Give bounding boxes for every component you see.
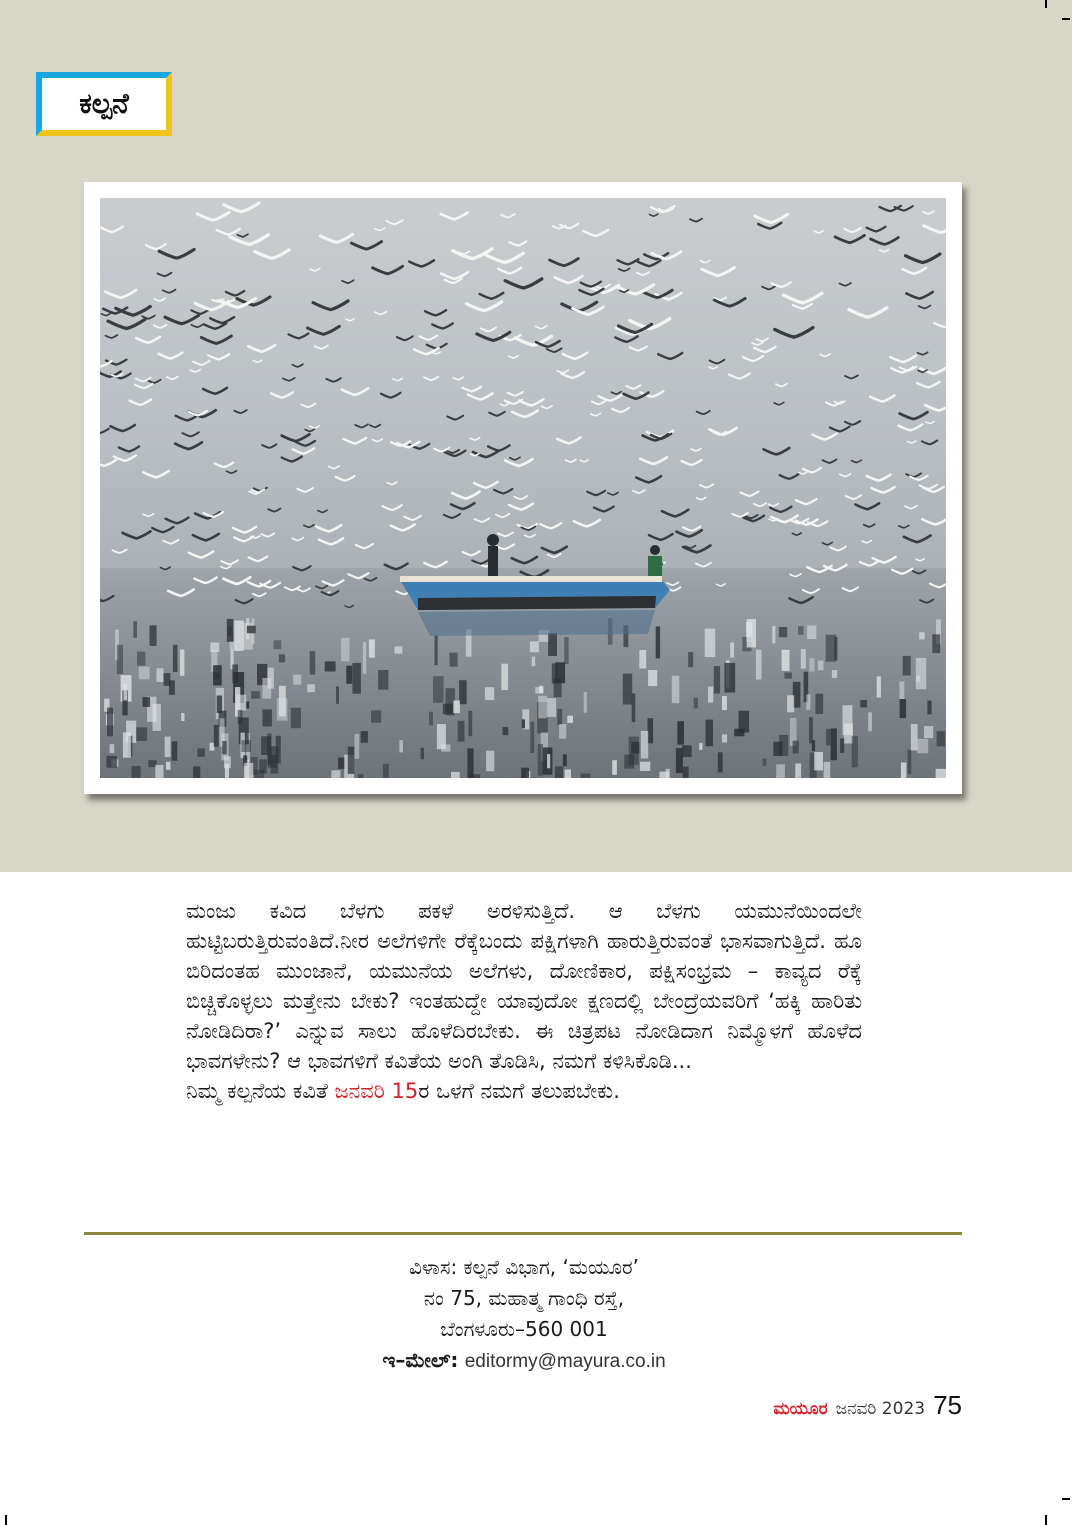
article-body [186,896,862,1106]
water-reflection [801,649,806,669]
water-reflection [225,764,229,778]
water-reflection [555,766,563,778]
water-reflection [809,658,814,671]
water-reflection [268,668,274,689]
water-reflection [429,712,433,726]
water-reflection [486,751,494,772]
water-reflection [672,676,680,704]
water-reflection [181,713,184,721]
crop-mark-bottom-right [1045,1515,1047,1525]
water-reflection [361,731,368,743]
water-reflection [641,731,648,759]
water-reflection [110,744,115,753]
water-reflection [236,695,246,711]
water-reflection [763,759,767,766]
water-reflection [307,684,315,692]
water-reflection [532,657,535,667]
water-reflection [228,627,232,636]
magazine-logo: ಮಯೂರ [773,1399,828,1419]
deadline-line [186,1076,862,1106]
water-reflection [779,735,788,756]
water-reflection [584,692,587,713]
water-reflection [916,658,926,689]
crop-mark-right-lower [1062,1498,1070,1500]
water-reflection [468,711,472,736]
water-reflection [899,681,904,699]
water-reflection [123,732,131,757]
water-reflection [241,740,251,752]
water-reflection [538,744,543,776]
water-reflection [522,719,525,728]
water-reflection [217,696,222,714]
water-reflection [244,763,253,778]
seagulls-boat-photo [100,198,946,778]
water-reflection [776,764,785,778]
water-reflection [383,764,389,778]
water-reflection [133,621,137,638]
water-reflection [371,710,381,722]
water-reflection [378,670,388,690]
water-reflection [399,740,403,752]
water-reflection [632,694,636,723]
water-reflection [433,676,444,703]
water-reflection [787,695,794,712]
water-reflection [341,638,349,662]
water-reflection [548,633,557,656]
water-reflection [169,680,175,695]
water-reflection [172,741,178,761]
water-reflection [450,653,458,667]
water-reflection [564,637,568,664]
water-reflection [818,661,824,671]
water-reflection [831,728,837,760]
water-reflection [666,769,670,778]
water-reflection [435,636,438,666]
water-reflection [798,626,803,635]
water-reflection [214,725,219,747]
water-reflection [173,645,178,672]
water-reflection [772,626,775,643]
water-reflection [708,687,713,703]
water-reflection [924,726,933,738]
water-reflection [157,668,164,682]
water-reflection [547,754,550,768]
address-block [186,1252,862,1377]
water-reflection [730,643,734,658]
water-reflection [699,743,702,750]
water-reflection [917,739,928,753]
water-reflection [336,687,339,704]
water-reflection [234,621,243,651]
water-reflection [521,768,529,778]
water-reflection [623,674,632,705]
water-reflection [722,734,727,742]
crop-mark-right-upper [1062,18,1070,20]
water-reflection [369,639,375,657]
water-reflection [530,641,539,652]
water-reflection [612,760,617,775]
water-reflection [565,770,571,779]
water-reflection [739,711,750,733]
crop-mark-bottom-left [5,1515,7,1525]
water-reflection [682,745,692,757]
email-line [186,1345,862,1377]
water-reflection [936,769,946,778]
water-reflection [276,736,281,764]
water-reflection [539,686,543,693]
water-reflection [259,759,267,773]
water-reflection [656,627,660,659]
water-reflection [747,619,756,648]
water-reflection [395,646,403,653]
water-reflection [310,651,316,674]
water-reflection [467,748,473,778]
water-reflection [826,729,830,746]
water-reflection [251,691,260,699]
water-reflection [503,727,509,735]
water-reflection [210,743,215,751]
water-reflection [677,721,684,744]
water-reflection [274,640,282,649]
water-reflection [155,765,163,778]
water-reflection [437,724,446,749]
section-divider [84,1232,962,1235]
water-reflection [559,724,566,739]
water-reflection [718,752,723,772]
water-reflection [355,734,360,759]
water-reflection [877,676,881,697]
water-reflection [832,670,837,678]
water-reflection [824,762,831,778]
water-reflection [815,694,823,714]
water-reflection [193,766,200,778]
water-reflection [555,662,565,683]
water-reflection [279,654,285,662]
water-reflection [459,680,467,704]
water-reflection [843,705,853,735]
water-reflection [325,661,336,671]
water-reflection [722,696,727,710]
water-reflection [279,686,286,717]
water-reflection [860,700,867,708]
address-line-3: ಬೆಂಗಳೂರು–560 001 [440,1317,608,1341]
water-reflection [538,696,547,719]
water-reflection [358,774,364,778]
water-reflection [352,663,361,694]
water-reflection [557,709,562,725]
photo-frame [84,182,962,794]
water-reflection [150,625,157,646]
water-reflection [868,712,872,731]
water-reflection [547,698,556,717]
water-reflection [756,650,762,680]
water-reflection [784,673,792,679]
water-reflection [806,694,810,709]
water-reflection [937,731,946,746]
water-reflection [346,666,352,684]
water-reflection [501,664,508,690]
water-reflection [143,697,151,707]
water-reflection [629,737,639,765]
water-reflection [166,762,171,770]
water-reflection [809,717,813,743]
water-reflection [139,667,150,680]
water-reflection [826,635,837,662]
water-reflection [916,676,920,683]
water-reflection [724,663,735,693]
water-reflection [197,748,204,756]
water-reflection [706,720,714,747]
water-reflection [180,650,184,676]
water-reflection [214,673,220,680]
water-reflection [124,684,128,700]
water-reflection [648,670,657,686]
water-reflection [840,738,844,753]
issue-date: ಜನವರಿ 2023 [835,1399,926,1419]
water-reflection [852,736,858,767]
water-reflection [293,675,301,685]
water-reflection [107,708,113,737]
water-reflection [639,650,646,669]
water-reflection [363,642,366,674]
water-reflection [246,702,249,709]
water-reflection [230,642,236,650]
water-reflection [640,762,650,771]
water-reflection [137,652,145,666]
water-reflection [795,764,801,779]
email-label: ಇ–ಮೇಲ್: [382,1348,459,1372]
page-footer [773,1390,962,1421]
water-reflection [694,698,698,709]
water-reflection [153,704,161,731]
water-reflection [136,727,147,741]
article-paragraph: ಮಂಜು ಕವಿದ ಬೆಳಗು ಪಕಳೆ ಅರಳಿಸುತ್ತಿದೆ. ಆ ಬೆಳಗು ಯಮುನೆಯಿಂದಲೇ ಹುಟ್ಟಿಬರುತ್ತಿರುವಂತಿದೆ.ನೀರ ಅಲೆಗಳಿಗೇ ರೆಕ್ಕೆಬಂದು ಪಕ್ಷಿಗಳಾಗಿ ಹಾರುತ್ತಿರುವಂತೆ ಭಾಸವಾಗುತ್ತಿದೆ. ಹೂ ಬಿರಿದಂತಹ ಮುಂಜಾನೆ, ಯಮುನೆಯ ಅಲೆಗಳು, ದೋಣಿಕಾರ, ಪಕ್ಷಿಸಂಭ್ರಮ – ಕಾವ್ಯದ ರೆಕ್ಕೆ ಬಿಚ್ಚಿಕೊಳ್ಳಲು ಮತ್ತೇನು ಬೇಕು? ಇಂತಹುದ್ದೇ ಯಾವುದೋ ಕ್ಷಣದಲ್ಲಿ ಬೇಂದ್ರೆಯವರಿಗೆ ‘ಹಕ್ಕಿ ಹಾರಿತು ನೋಡಿದಿರಾ?’ ಎನ್ನುವ ಸಾಲು ಹೊಳೆದಿರಬೇಕು. ಈ ಚಿತ್ರಪಟ ನೋಡಿದಾಗ ನಿಮ್ಮೊಳಗೆ ಹೊಳೆದ ಭಾವಗಳೇನು? ಆ ಭಾವಗಳಿಗೆ ಕವಿತೆಯ ಅಂಗಿ ತೊಡಿಸಿ, ನಮಗೆ ಕಳಿಸಿಕೊಡಿ... [186,899,862,1073]
water-reflection [688,652,693,667]
water-reflection [451,772,460,778]
deadline-date: ಜನವರಿ 15 [334,1079,419,1103]
water-reflection [705,629,716,658]
water-reflection [581,774,591,779]
page-number: 75 [933,1390,962,1420]
deadline-suffix: ರ ಒಳಗೆ ನಮಗೆ ತಲುಪಬೇಕು. [418,1079,620,1103]
water-reflection [247,626,256,634]
water-reflection [782,650,790,671]
water-reflection [453,701,460,714]
water-reflection [812,740,815,751]
section-title: ಕಲ್ಪನೆ [79,87,129,120]
water-reflection [267,734,271,766]
address-line-1: ವಿಳಾಸ: ಕಲ್ಪನೆ ವಿಭಾಗ, ‘ಮಯೂರ’ [409,1255,639,1279]
water-reflection [911,724,918,750]
water-reflection [901,763,907,779]
address-line-2: ನಂ 75, ಮಹಾತ್ಮ ಗಾಂಧಿ ರಸ್ತೆ, [423,1286,625,1310]
water-reflection [814,752,823,770]
water-reflection [683,767,689,778]
water-reflection [165,737,171,758]
water-reflection [919,632,925,639]
water-reflection [530,722,534,753]
email-link[interactable]: editormy@mayura.co.in [464,1351,666,1372]
water-reflection [421,748,425,760]
water-reflection [908,750,912,775]
crop-mark-top-right [1045,0,1047,8]
water-reflection [567,716,573,723]
water-reflection [648,718,654,743]
water-reflection [714,666,720,694]
water-reflection [458,721,465,742]
water-reflection [793,741,799,754]
water-reflection [932,634,940,653]
water-reflection [676,748,683,773]
water-reflection [291,708,301,728]
water-reflection [807,626,816,640]
water-reflection [263,709,272,726]
water-reflection [222,741,227,754]
water-reflection [563,754,567,766]
water-reflection [779,627,787,637]
water-reflection [903,656,911,676]
water-reflection [485,687,494,700]
water-reflection [331,770,340,778]
water-reflection [900,699,907,718]
water-reflection [117,645,123,674]
water-reflection [106,756,117,768]
section-tag [36,72,172,136]
water-reflection [348,747,354,774]
water-reflection [132,766,141,778]
water-reflection [927,701,931,715]
deadline-prefix: ನಿಮ್ಮ ಕಲ್ಪನೆಯ ಕವಿತೆ [186,1079,335,1103]
